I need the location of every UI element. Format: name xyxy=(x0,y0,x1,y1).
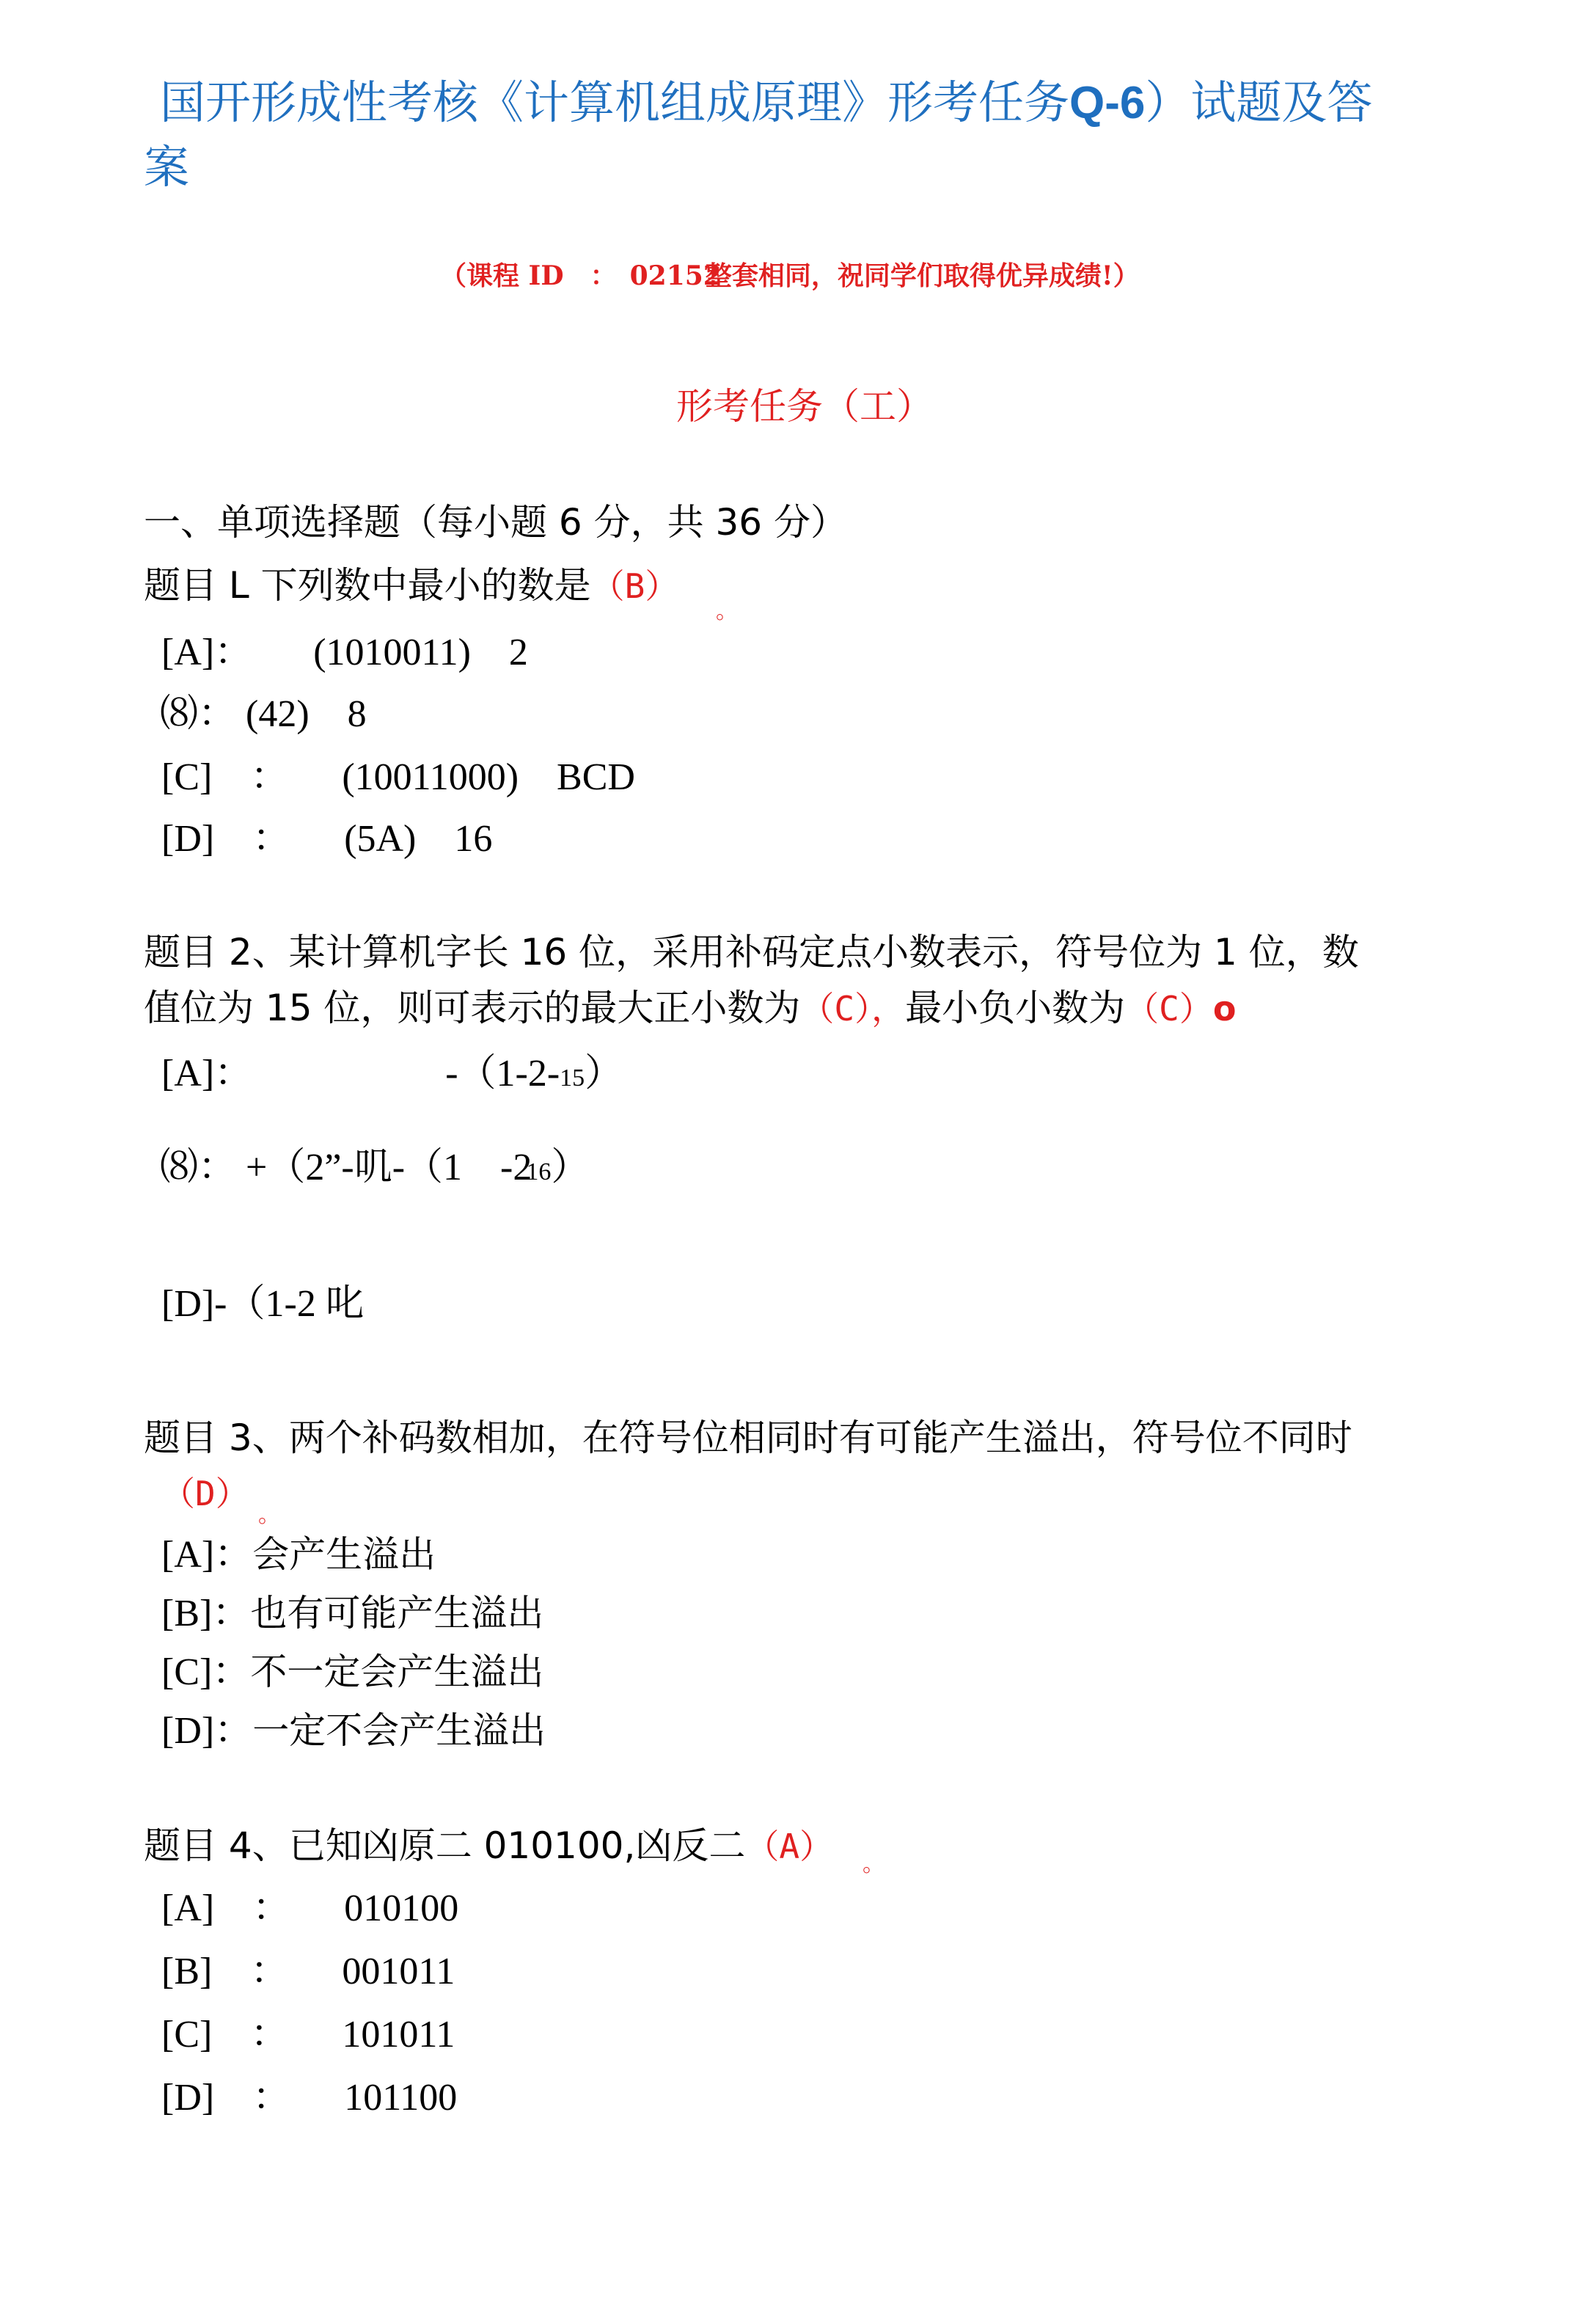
q1-option-c xyxy=(161,745,635,800)
q3-option-c-value: 不一定会产生溢出 xyxy=(250,1651,544,1693)
q3-option-a xyxy=(161,1523,436,1578)
course-wish: 整套相同，祝同学们取得优异成绩!） xyxy=(705,260,1140,291)
question-2-answer-dot: o xyxy=(1212,989,1237,1028)
question-4-answer-dot: 。 xyxy=(863,1852,885,1877)
q4-option-a-value: 010100 xyxy=(344,1888,459,1929)
q1-option-a xyxy=(161,621,528,676)
q4-option-c xyxy=(161,2003,455,2058)
q2-option-b-value: +（2”-叽-（1 -2 xyxy=(246,1147,532,1188)
question-1-stem xyxy=(144,556,678,609)
section-heading: 一、单项选择题（每小题 6 分，共 36 分） xyxy=(144,501,848,544)
question-4-answer: （A） xyxy=(745,1827,834,1866)
question-2-text: 值位为 15 位，则可表示的最大正小数为 xyxy=(144,987,801,1029)
q1-option-c-label: [C] ： xyxy=(161,756,289,798)
question-1-text: 题目 L 下列数中最小的数是 xyxy=(144,564,591,607)
q4-option-b-value: 001011 xyxy=(342,1951,455,1992)
q2-option-d-label: [D]-（1-2 叱 xyxy=(161,1283,364,1325)
q3-option-b xyxy=(161,1582,543,1637)
q3-option-b-label: [B]： xyxy=(161,1593,251,1634)
course-id: （课程 ID ： 02152 xyxy=(440,260,722,291)
q1-option-b xyxy=(160,682,367,737)
q1-option-a-value: (1010011) 2 xyxy=(313,632,528,673)
question-3-answer: （D） xyxy=(161,1474,249,1513)
q3-option-b-value: 也有可能产生溢出 xyxy=(250,1592,544,1634)
question-1-answer-dot: 。 xyxy=(716,599,738,624)
page-title-line2: 案 xyxy=(144,140,190,194)
q2-option-b-tail: ） xyxy=(551,1147,590,1188)
q3-option-a-value: 会产生溢出 xyxy=(252,1533,436,1576)
q1-option-b-value: (42) 8 xyxy=(246,693,367,735)
q4-option-b xyxy=(161,1940,455,1995)
q2-option-d xyxy=(161,1272,364,1327)
q1-option-d xyxy=(161,807,492,862)
title-code: Q-6 xyxy=(1069,78,1146,128)
q2-option-a xyxy=(161,1042,623,1097)
q4-option-a xyxy=(161,1877,458,1932)
question-2-mid-text: 最小负小数为 xyxy=(905,987,1126,1029)
q1-option-b-label: ⑻： xyxy=(160,693,237,735)
question-4-text: 题目 4、已知凶原二 010100,凶反二 xyxy=(144,1824,746,1867)
question-4-stem xyxy=(144,1816,833,1869)
q2-option-a-tail: ） xyxy=(585,1053,623,1095)
q4-option-b-label: [B] ： xyxy=(161,1951,289,1992)
q3-option-d-value: 一定不会产生溢出 xyxy=(252,1709,546,1752)
q3-option-a-label: [A]： xyxy=(161,1534,253,1576)
q2-option-b-label: ⑻： xyxy=(160,1147,237,1188)
task-heading: 形考任务（工） xyxy=(676,385,933,428)
question-2-stem-line1: 题目 2、某计算机字长 16 位，采用补码定点小数表示，符号位为 1 位，数 xyxy=(144,931,1359,973)
q3-option-c xyxy=(161,1640,543,1695)
q4-option-c-label: [C] ： xyxy=(161,2014,289,2056)
course-note xyxy=(440,255,1140,293)
q4-option-a-label: [A] ： xyxy=(161,1888,291,1929)
q2-option-b xyxy=(160,1136,589,1191)
question-2-answer-max: （C）， xyxy=(800,989,906,1028)
question-2-stem-line2 xyxy=(144,979,1236,1031)
q4-option-d xyxy=(161,2066,457,2121)
q3-option-c-label: [C]： xyxy=(161,1651,251,1693)
q3-option-d xyxy=(161,1699,546,1754)
title-prefix: 国开形成性考核《计算机组成原理》形考任务 xyxy=(160,76,1070,129)
question-2-answer-min: （C） xyxy=(1125,989,1213,1028)
q2-option-a-label: [A]： xyxy=(161,1053,253,1095)
q1-option-d-label: [D] ： xyxy=(161,818,291,860)
question-3-stem: 题目 3、两个补码数相加，在符号位相同时有可能产生溢出，符号位不同时 xyxy=(144,1417,1352,1459)
q3-option-d-label: [D]： xyxy=(161,1710,253,1752)
q4-option-d-value: 101100 xyxy=(344,2077,458,2119)
q2-option-b-exponent: 16 xyxy=(526,1158,552,1185)
page-title xyxy=(160,72,1372,134)
q2-option-a-exponent: 15 xyxy=(560,1064,585,1092)
question-1-answer: （B） xyxy=(590,566,679,606)
question-3-answer-dot: 。 xyxy=(258,1502,280,1528)
q4-option-c-value: 101011 xyxy=(342,2014,455,2056)
q2-option-a-value: -（1-2- xyxy=(445,1053,560,1095)
q1-option-c-value: (10011000) BCD xyxy=(342,756,635,798)
q1-option-d-value: (5A) 16 xyxy=(344,818,493,860)
q1-option-a-label: [A]： xyxy=(161,632,253,673)
title-suffix: ）试题及答 xyxy=(1145,76,1373,129)
q4-option-d-label: [D] ： xyxy=(161,2077,291,2119)
